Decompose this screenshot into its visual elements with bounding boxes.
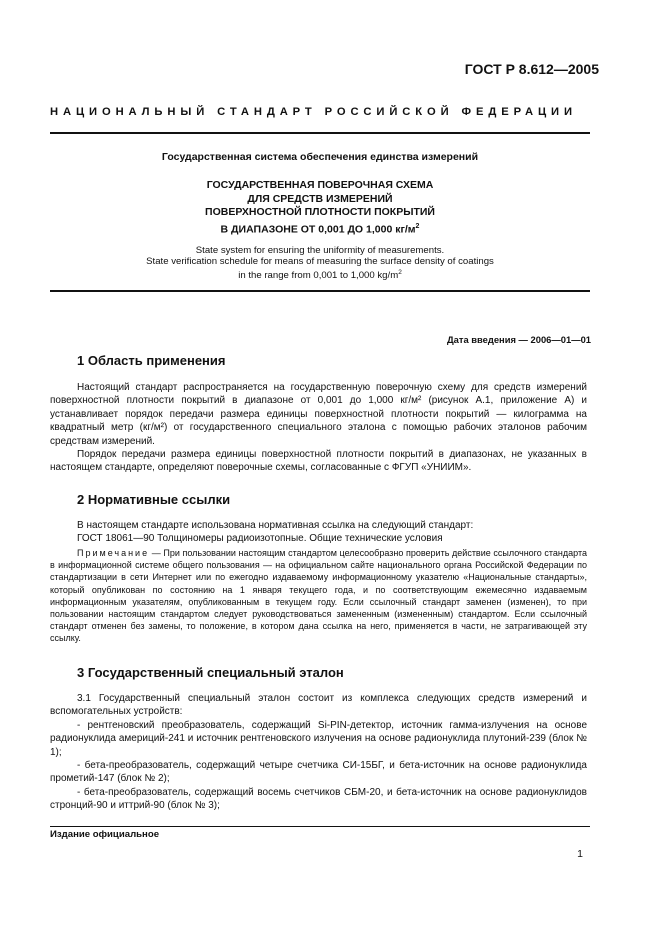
section-2-note xyxy=(50,547,587,645)
header-rule xyxy=(50,132,590,134)
title-rule xyxy=(50,290,590,292)
section-2-heading: 2 Нормативные ссылки xyxy=(77,492,231,507)
english-line-3: in the range from 0,001 to 1,000 $kg/m^2$ xyxy=(238,269,402,282)
national-standard-banner: НАЦИОНАЛЬНЫЙ СТАНДАРТ РОССИЙСКОЙ ФЕДЕРАЦИИ xyxy=(50,106,577,118)
footer-rule xyxy=(50,826,590,827)
note-text: — При пользовании настоящим стандартом целесообразно проверить действие ссылочного стандарта в информационной системе общего пользования — на официальном сайте национального органа Российской Федерации по стандартизации в сети Интернет или по ежегодно издаваемому информационному указателю «Национальные стандарты», который опубликован по состоянию на 1 января текущего года, и по соответствующим ежемесячно издаваемым информационным указателям, опубликованным в текущем году. Если ссылочный стандарт заменен (изменен), то при пользовании настоящим стандартом следует руководствоваться замененным (измененным) стандартом. Если ссылочный стандарт отменен без замены, то положение, в котором дана ссылка на него, применяется в части, не затрагивающей эту ссылку. xyxy=(50,548,587,644)
edition-label: Издание официальное xyxy=(50,829,160,840)
section-1-body xyxy=(50,381,587,475)
section-2-body xyxy=(50,519,587,546)
section-3-item-3: - бета-преобразователь, содержащий восемь счетчиков СБМ-20, и бета-источник на основе радионуклидов стронций-90 и иттрий-90 (блок № 3); xyxy=(50,786,587,812)
english-title xyxy=(50,245,590,281)
standard-code: ГОСТ Р 8.612—2005 xyxy=(464,61,599,77)
section-3-paragraph-1: 3.1 Государственный специальный эталон состоит из комплекса следующих средств измерений и вспомогательных устройств: xyxy=(50,693,587,718)
english-line-2: State verification schedule for means of measuring the surface density of coatings xyxy=(146,256,494,267)
system-title: Государственная система обеспечения единства измерений xyxy=(161,151,479,163)
page-number: 1 xyxy=(577,848,583,860)
title-line-3: ПОВЕРХНОСТНОЙ ПЛОТНОСТИ ПОКРЫТИЙ xyxy=(205,206,435,218)
english-line-1: State system for ensuring the uniformity of measurements. xyxy=(195,245,445,256)
introduction-date: Дата введения — 2006—01—01 xyxy=(446,334,591,345)
section-2-paragraph-1: В настоящем стандарте использована нормативная ссылка на следующий стандарт: xyxy=(77,520,474,531)
section-3-heading: 3 Государственный специальный эталон xyxy=(77,665,344,680)
section-3-item-2: - бета-преобразователь, содержащий четыре счетчика СИ-15БГ, и бета-источник на основе радионуклида прометий-147 (блок № 2); xyxy=(50,760,587,785)
section-3-item-1: - рентгеновский преобразователь, содержащий Si-PIN-детектор, источник гамма-излучения на основе радионуклида америций-241 и источник рентгеновского излучения на основе радионуклида плутоний-239 (блок № 1); xyxy=(50,719,587,758)
section-1-paragraph-2: Порядок передачи размера единицы поверхностной плотности покрытий в диапазонах, не указанных в настоящем стандарте, определяют поверочные схемы, согласованные с ФГУП «УНИИМ». xyxy=(50,449,587,474)
note-label: Примечание xyxy=(77,548,150,558)
section-2-paragraph-2: ГОСТ 18061—90 Толщиномеры радиоизотопные. Общие технические условия xyxy=(77,533,443,545)
title-line-2: ДЛЯ СРЕДСТВ ИЗМЕРЕНИЙ xyxy=(247,192,393,205)
title-line-1: ГОСУДАРСТВЕННАЯ ПОВЕРОЧНАЯ СХЕМА xyxy=(206,179,434,191)
title-line-4: В ДИАПАЗОНЕ ОТ 0,001 ДО 1,000 $кг/м^2$ xyxy=(220,222,420,235)
section-3-body xyxy=(50,692,587,813)
section-1-paragraph-1: Настоящий стандарт распространяется на государственную поверочную схему для средств измерений поверхностной плотности покрытий в диапазоне от 0,001 до 1,000 кг/м² (рисунок А.1, приложение А) и устанавливает порядок передачи размера единицы поверхностной плотности покрытий — килограмма на квадратный метр (кг/м²) от государственного специального эталона с помощью рабочих эталонов рабочим средствам измерений. xyxy=(50,382,587,447)
section-1-heading: 1 Область применения xyxy=(77,353,226,368)
document-title xyxy=(50,179,590,237)
